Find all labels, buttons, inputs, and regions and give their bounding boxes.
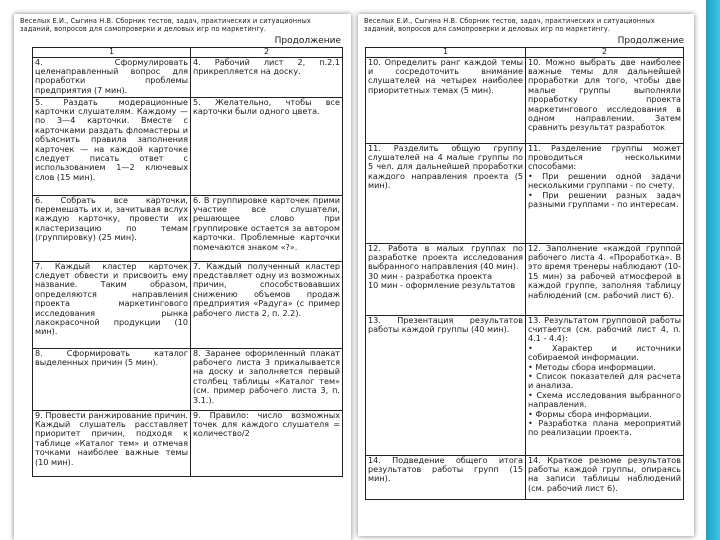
step-cell: 10. Определить ранг каждой темы и сосредоточить внимание слушателей на четырех наиболее приоритетных темах (5 мин). [366,57,526,143]
table-row [366,315,684,455]
note-cell: 6. В группировке карточек прими участие все слушатели, решающее слово при группировке остается за автором карточки. Проблемные карточки помечаются знаком «?». [191,195,343,261]
note-bullet: • Методы сбора информации. [528,361,656,372]
table-row [33,348,343,410]
note-cell: 12. Заполнение «каждой группой рабочего листа 4. «Проработка». В это время тренеры наблюдают (10- 15 мин) за рабочей атмосферой в каждой группе, заполняя таблицу наблюдений (см. рабочий лист 6). [526,243,684,315]
left-page [14,14,351,540]
table-row [33,261,343,348]
note-cell [526,143,684,243]
step-text: 12. Работа в малых группах по разработке проекта исследования выбранного направления (40 мин). [368,242,523,272]
note-intro: 13. Результатом групповой работы считается (см. рабочий лист 4, п. 4.1 - 4.4): [528,314,681,344]
table-header-row [366,48,684,58]
note-cell: 4. Рабочий лист 2, п.2.1 прикрепляется на доску. [191,57,343,97]
right-continuation-label: Продолжение [617,36,684,46]
note-cell [526,315,684,455]
table-row [33,195,343,261]
step-cell: 7. Каждый кластер карточек следует обвести и присвоить ему название. Таким образом, определяются направления проекта маркетингового исследования рынка лакокрасочной продукции (10 мин). [33,261,191,348]
note-cell: 10. Можно выбрать две наиболее важные темы для дальнейшей проработки для того, чтобы две малые группы выполняли проработку проекта маркетингового исследования в одном направлении. Затем сравнить результат разработок [526,57,684,143]
step-cell: 4. Сформулировать целенаправленный вопрос для проработки проблемы предприятия (7 мин). [33,57,191,97]
column-number-2: 2 [191,48,343,58]
note-cell: 14. Краткое резюме результатов работы каждой группы, опираясь на записи таблицы наблюдений (см. рабочий лист 6). [526,455,684,499]
note-intro: 11. Разделение группы может проводиться несколькими способами: [528,142,681,172]
right-table [365,47,684,500]
column-number-2: 2 [526,48,684,58]
table-row [366,243,684,315]
note-cell: 9. Правило: число возможных точек для каждого слушателя = количество/2 [191,410,343,476]
note-bullet: • Формы сбора информации. [528,408,652,419]
step-cell [366,243,526,315]
accent-bar [706,0,720,540]
note-bullet: • Список показателей для расчета и анализа. [528,371,681,391]
step-cell: 8. Сформировать каталог выделенных причин (5 мин). [33,348,191,410]
table-row [33,97,343,195]
step-cell: 5. Раздать модерационные карточки слушателям. Каждому — по 3—4 карточки. Вместе с карточками раздать фломастеры и объяснить правила заполнения карточек — на каждой карточке следует писать ответ с использованием 1—2 ключевых слов (15 мин). [33,97,191,195]
table-row [33,410,343,476]
right-page [358,14,694,536]
note-bullet: • При решении одной задачи несколькими группами - по счету. [528,170,681,191]
note-bullet: • Схема исследования выбранного направления. [528,389,681,410]
note-cell: 5. Желательно, чтобы все карточки были одного цвета. [191,97,343,195]
note-bullet: • При решении разных задач разными группами - по интересам. [528,189,681,210]
table-row [366,143,684,243]
table-header-row [33,48,343,58]
note-bullet: • Характер и источники собираемой информации. [528,342,681,363]
table-row [366,57,684,143]
step-cell: 6. Собрать все карточки, перемешать их и, зачитывая вслух каждую карточку, провести их кластеризацию по темам (группировку) (25 мин). [33,195,191,261]
table-row [33,57,343,97]
step-cell: 14. Подведение общего итога результатов работы групп (15 мин). [366,455,526,499]
step-cell: 11. Разделить общую группу слушателей на 4 малые группы по 5 чел. для дальнейшей проработки каждого направления проекта (5 мин). [366,143,526,243]
step-cell: 9. Провести ранжирование причин. Каждый слушатель расставляет приоритет причин, подходя к таблице «Каталог тем» и отмечая точками наиболее важные темы (10 мин). [33,410,191,476]
table-row [366,455,684,499]
step-subitem: 10 мин - оформление результатов [368,280,516,291]
column-number-1: 1 [366,48,526,58]
note-bullet: • Разработка плана мероприятий по реализации проекта. [528,418,681,438]
step-subitem: 30 мин - разработка проекта [368,270,493,281]
note-cell: 8. Заранее оформленный плакат рабочего листа 3 прикалывается на доску и заполняется первый столбец таблицы «Каталог тем» (см. пример рабочего листа 3, п. 3.1.). [191,348,343,410]
note-cell: 7. Каждый полученный кластер представляет одну из возможных причин, способствовавших снижению объемов продаж предприятия «Радуга» (с пример рабочего листа 2, п. 2.2). [191,261,343,348]
right-page-header: Веселых Е.И., Сыгина Н.В. Сборник тестов, задач, практических и ситуационных заданий, вопросов для самопроверки и деловых игр по маркетингу. [364,17,655,33]
left-table [32,47,343,477]
left-page-header: Веселых Е.И., Сыгина Н.В. Сборник тестов, задач, практических и ситуационных заданий, вопросов для самопроверки и деловых игр по маркетингу. [20,17,311,33]
step-cell: 13. Презентация результатов работы каждой группы (40 мин). [366,315,526,455]
column-number-1: 1 [33,48,191,58]
left-continuation-label: Продолжение [274,36,341,46]
